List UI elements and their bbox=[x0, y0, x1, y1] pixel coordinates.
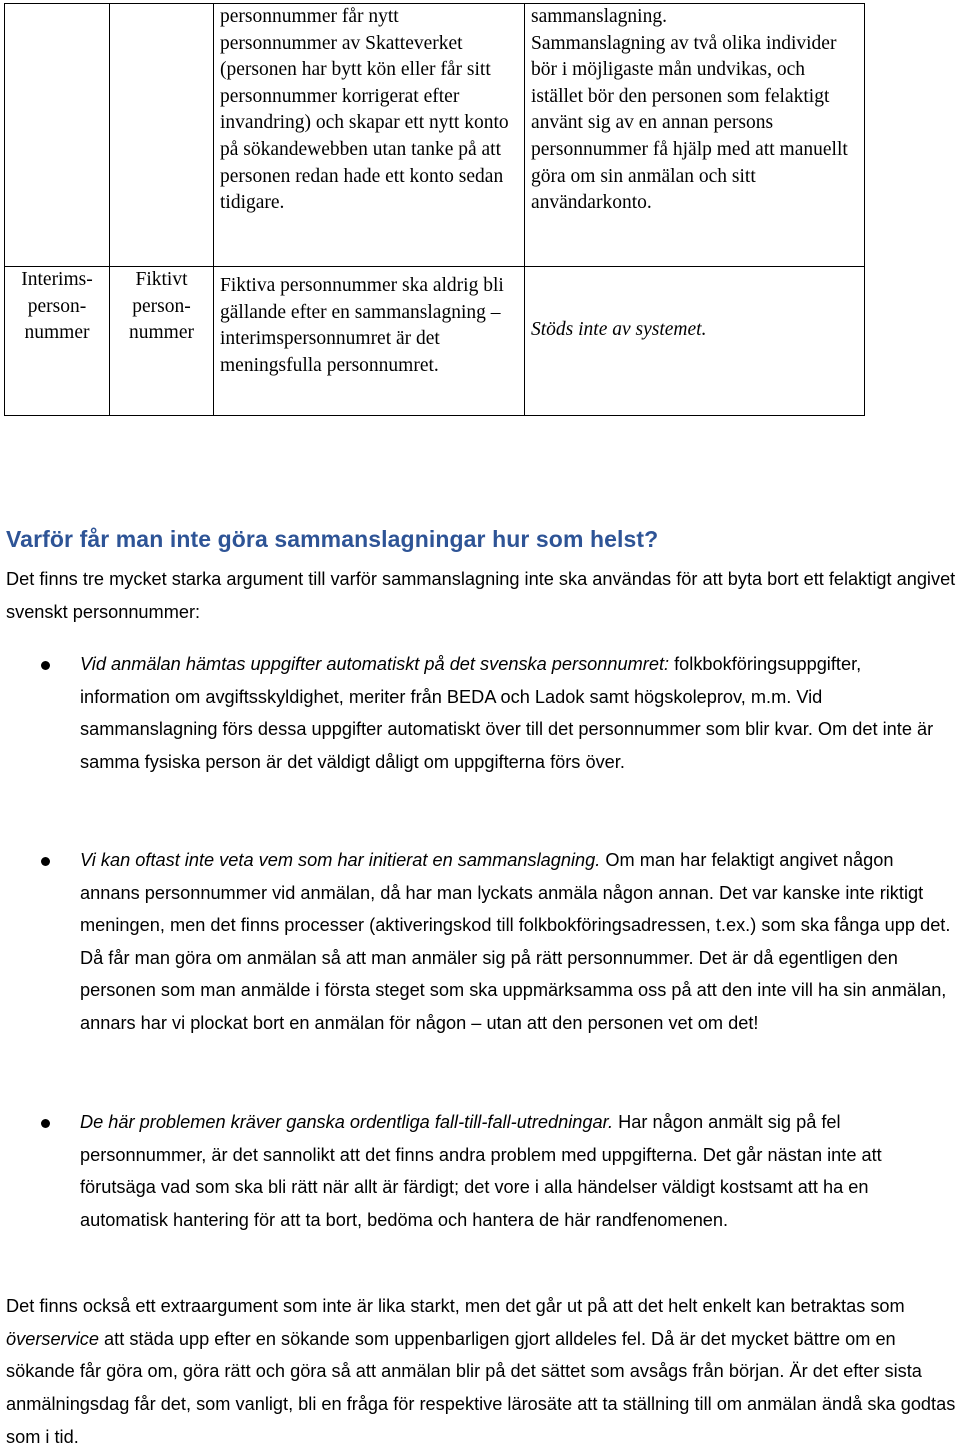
table-cell-description bbox=[214, 4, 525, 267]
cell-line: nummer bbox=[129, 322, 194, 344]
cell-line: Fiktivt bbox=[135, 269, 188, 290]
table-cell-empty bbox=[5, 4, 110, 267]
bullet-item bbox=[80, 844, 956, 1040]
section-heading: Varför får man inte göra sammanslagningar hur som helst? bbox=[6, 526, 659, 552]
closing-italic: överservice bbox=[6, 1328, 99, 1349]
cell-line: person- bbox=[27, 295, 87, 317]
table-cell-empty bbox=[110, 4, 214, 267]
bullet-lead: Vi kan oftast inte veta vem som har initierat en sammanslagning. bbox=[80, 850, 601, 870]
cell-line: Interims- bbox=[21, 269, 93, 290]
bullet-lead: Vid anmälan hämtas uppgifter automatiskt på det svenska personnumret: bbox=[80, 654, 670, 674]
closing-text: Det finns också ett extraargument som inte är lika starkt, men det går ut på att det helt enkelt kan betraktas som bbox=[6, 1296, 905, 1316]
cell-line: person- bbox=[132, 295, 191, 317]
cell-text: Fiktiva personnummer ska aldrig bli gällande efter en sammanslagning – interimspersonnumret är det meningsfulla personnumret. bbox=[220, 275, 504, 376]
personnummer-table bbox=[4, 3, 865, 416]
closing-text: att städa upp efter en sökande som uppenbarligen gjort alldeles fel. Då är det mycket bättre om en sökande får göra om, göra rätt och göra så att anmälan blir på det sättet som avsågs från början. Är det efter sista anmälningsdag får det, som vanligt, bli en fråga för respektive lärosäte att ta ställning till om anmälan ändå ska godtas som i tid. bbox=[6, 1328, 956, 1447]
table-cell-handling bbox=[525, 267, 865, 416]
cell-text: sammanslagning. bbox=[531, 6, 667, 27]
cell-text-italic: Stöds inte av systemet. bbox=[531, 319, 707, 340]
bullet-text: Har någon anmält sig på fel personnummer, är det sannolikt att det finns andra problem med uppgifterna. Det går nästan inte att förutsäga vad som ska bli rätt när allt är färdigt; det vore i alla händelser väldigt kostsamt att ha en automatisk hantering för att ta bort, bedöma och hantera de här randfenomenen. bbox=[80, 1112, 882, 1230]
cell-text: Sammanslagning av två olika individer bör i möjligaste mån undvikas, och istället bör den personen som felaktigt använt sig av en annan persons personnummer få hjälp med att manuellt göra om sin anmälan och sitt användarkonto. bbox=[531, 32, 848, 214]
bullet-icon bbox=[41, 661, 50, 670]
closing-paragraph bbox=[6, 1290, 956, 1454]
bullet-item bbox=[80, 648, 956, 778]
cell-line: nummer bbox=[24, 322, 90, 344]
table-cell-handling bbox=[525, 4, 865, 267]
bullet-icon bbox=[41, 1119, 50, 1128]
bullet-icon bbox=[41, 857, 50, 866]
table-row bbox=[5, 267, 865, 416]
cell-text: personnummer får nytt personnummer av Skatteverket (personen har bytt kön eller får sitt personnummer korrigerat efter invandring) och skapar ett nytt konto på sökandewebben utan tanke på att personen redan hade ett konto sedan tidigare. bbox=[220, 6, 509, 214]
bullet-text: Om man har felaktigt angivet någon annans personnummer vid anmälan, då har man lyckats anmäla någon annan. Det var kanske inte riktigt meningen, men det finns processer (aktiveringskod till folkbokföringsadressen, t.ex.) som ska fånga upp det. Då får man göra om anmälan så att man anmäler sig på rätt personnummer. Det är då egentligen den personen som man anmälde i första steget som ska uppmärksamma oss på att den inte vill ha sin anmälan, annars har vi plockat bort en anmälan för någon – utan att den personen vet om det! bbox=[80, 850, 951, 1033]
table-cell-type-to bbox=[110, 267, 214, 416]
table-cell-type-from bbox=[5, 267, 110, 416]
table-row bbox=[5, 4, 865, 267]
bullet-item bbox=[80, 1106, 956, 1236]
bullet-lead: De här problemen kräver ganska ordentliga fall-till-fall-utredningar. bbox=[80, 1112, 614, 1132]
table-cell-description bbox=[214, 267, 525, 416]
bullet-text: folkbokföringsuppgifter, information om avgiftsskyldighet, meriter från BEDA och Ladok samt högskoleprov, m.m. Vid sammanslagning förs dessa uppgifter automatiskt över till det personnummer som blir kvar. Om det inte är samma fysiska person är det väldigt dåligt om uppgifterna förs över. bbox=[80, 654, 934, 772]
intro-paragraph: Det finns tre mycket starka argument till varför sammanslagning inte ska användas för att byta bort ett felaktigt angivet svenskt personnummer: bbox=[6, 569, 956, 622]
